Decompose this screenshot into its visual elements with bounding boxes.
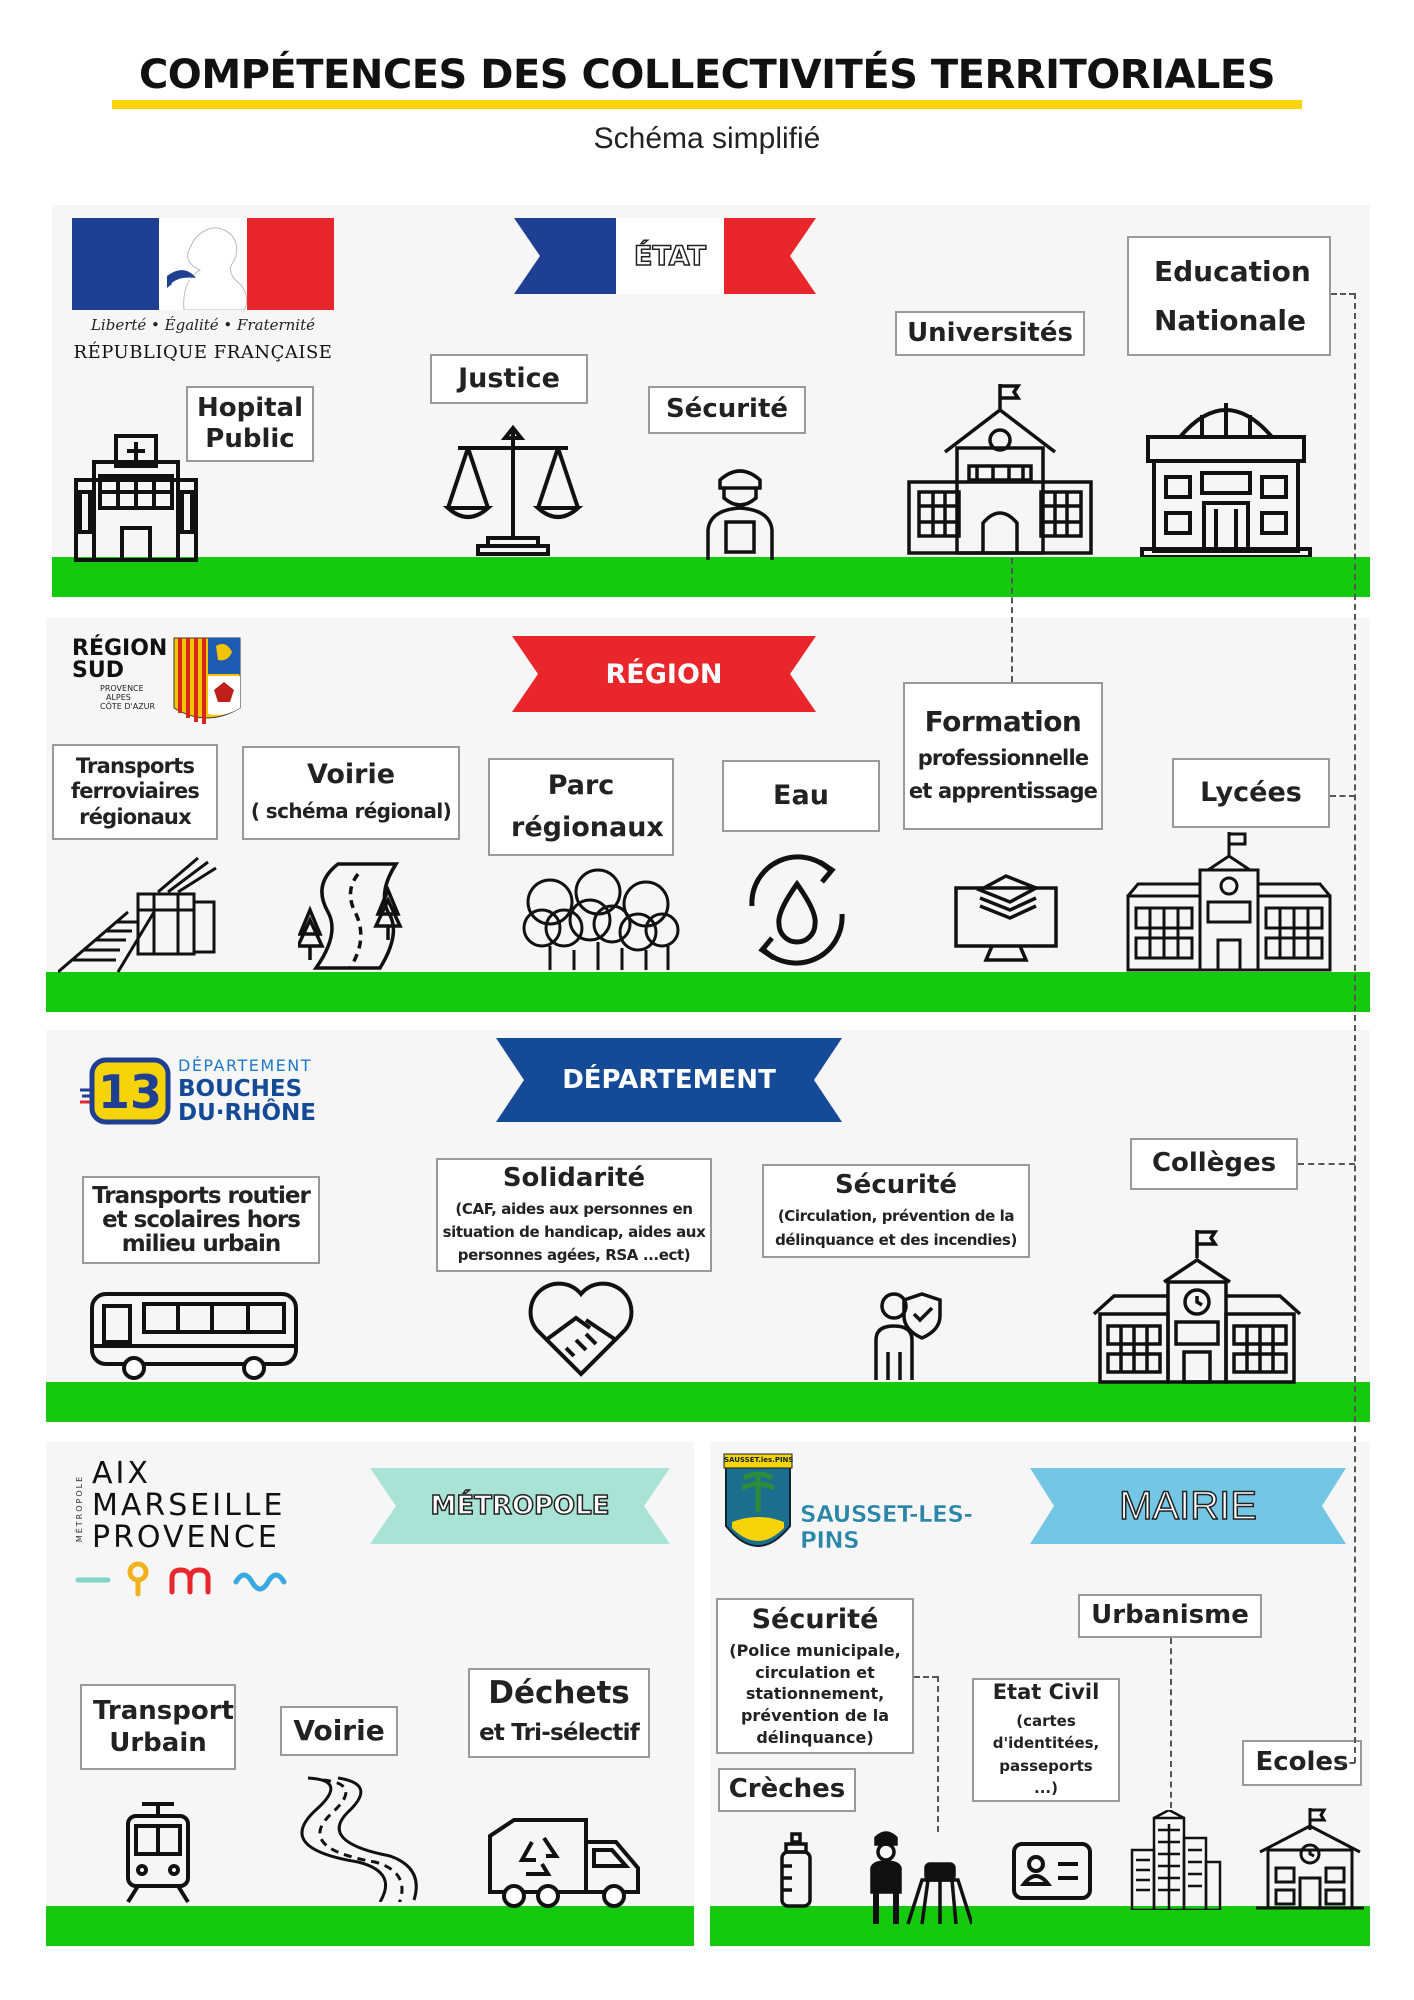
baby-bottle-icon: [778, 1832, 814, 1910]
railway-train-icon: [58, 852, 218, 974]
departement-banner-label: DÉPARTEMENT: [562, 1065, 776, 1095]
connector-urbanisme: [1170, 1638, 1172, 1808]
city-buildings-icon: [1130, 1810, 1222, 1910]
metropole-logo-line3: PROVENCE: [92, 1520, 280, 1555]
metropole-logo-line2: MARSEILLE: [92, 1488, 286, 1523]
box-solidarite: [436, 1158, 712, 1272]
tram-icon: [120, 1800, 196, 1904]
securite-departement-sub: (Circulation, prévention de la délinquance et des incendies): [775, 1207, 1017, 1249]
box-transports-ferroviaires: [52, 744, 218, 840]
connector-education-trunk-top: [1331, 293, 1355, 295]
sausset-logo: [722, 1452, 1022, 1562]
title-underline: [112, 100, 1302, 109]
connector-securite-mairie: [914, 1676, 938, 1678]
box-voirie-metropole: [280, 1706, 398, 1756]
securite-etat-label: Sécurité: [665, 394, 789, 425]
etat-ground: [52, 557, 1370, 597]
departement-13-emblem-icon: [78, 1056, 178, 1126]
marianne-flag-icon: [72, 218, 334, 310]
metropole-logo-vertical: MÉTROPOLE: [75, 1474, 85, 1543]
metropole-banner: [370, 1468, 670, 1544]
justice-scales-icon: [438, 418, 588, 558]
connector-universites-formation: [1011, 558, 1013, 682]
hospital-icon: [70, 432, 202, 562]
connector-lycees: [1330, 795, 1355, 797]
region-logo-line1: RÉGION: [72, 636, 168, 661]
voirie-region-label: Voirie: [306, 759, 396, 791]
region-logo-line4: ALPES: [106, 693, 131, 702]
box-securite-etat: [648, 386, 806, 434]
departement-logo: [78, 1054, 328, 1128]
connector-colleges: [1298, 1163, 1355, 1165]
box-securite-departement: [762, 1164, 1030, 1258]
voirie-region-sub: ( schéma régional): [250, 798, 452, 823]
region-banner-label: RÉGION: [605, 658, 723, 690]
hopital-label: Hopital Public: [196, 392, 304, 454]
metropole-banner-label: MÉTROPOLE: [430, 1491, 610, 1521]
connector-education-trunk: [1354, 293, 1356, 1763]
republique-name: RÉPUBLIQUE FRANÇAISE: [73, 342, 333, 363]
forest-trees-icon: [520, 862, 680, 972]
box-lycees: [1172, 758, 1330, 828]
colleges-label: Collèges: [1151, 1148, 1277, 1179]
water-cycle-icon: [732, 854, 862, 966]
securite-mairie-label: Sécurité: [751, 1603, 879, 1635]
dechets-sub: et Tri-sélectif: [479, 1719, 639, 1746]
departement-banner: [496, 1038, 842, 1122]
universites-label: Universités: [907, 317, 1073, 348]
etat-civil-sub: (cartes d'identitées, passeports ...): [992, 1711, 1100, 1798]
page-title: COMPÉTENCES DES COLLECTIVITÉS TERRITORIALES: [138, 52, 1276, 98]
college-building-icon: [1092, 1226, 1302, 1384]
box-creches: [718, 1768, 856, 1812]
police-officer-icon: [700, 462, 780, 562]
high-school-building-icon: [1124, 830, 1334, 972]
winding-road-forest-icon: [298, 860, 410, 970]
transports-routier-label: Transports routier et scolaires hors milieu urbain: [92, 1182, 310, 1258]
parc-regionaux-label: Parc régionaux: [511, 770, 664, 843]
voirie-metropole-label: Voirie: [293, 1714, 385, 1748]
id-card-icon: [1010, 1840, 1094, 1902]
box-dechets: [468, 1668, 650, 1758]
box-securite-mairie: [716, 1598, 914, 1754]
etat-banner: [514, 218, 816, 294]
lycees-label: Lycées: [1200, 776, 1302, 808]
formation-sub: professionnelle et apprentissage: [908, 746, 1098, 803]
box-urbanisme: [1078, 1594, 1262, 1638]
box-formation-professionnelle: [903, 682, 1103, 830]
eau-label: Eau: [773, 779, 829, 811]
school-building-icon: [1140, 385, 1312, 557]
school-icon: [1254, 1806, 1366, 1910]
urbanisme-label: Urbanisme: [1091, 1600, 1249, 1631]
connector-ecoles: [1340, 1762, 1355, 1764]
computer-books-icon: [952, 860, 1060, 962]
formation-label: Formation: [924, 704, 1082, 738]
metropole-logo-symbols-icon: [74, 1560, 314, 1598]
republique-motto: Liberté • Égalité • Fraternité: [90, 316, 316, 334]
departement-ground: [46, 1382, 1370, 1422]
creches-label: Crèches: [728, 1774, 846, 1805]
mairie-ground: [710, 1906, 1370, 1946]
police-crossing-icon: [864, 1828, 972, 1926]
education-label: Education Nationale: [1154, 255, 1311, 337]
connector-securite-police: [937, 1676, 939, 1832]
box-parc-regionaux: [488, 758, 674, 856]
box-transport-urbain: [80, 1684, 236, 1770]
region-sud-logo: [72, 636, 252, 726]
box-education-nationale: [1127, 236, 1331, 356]
region-logo-line5: CÔTE D'AZUR: [100, 702, 156, 711]
transports-ferroviaires-label: Transports ferroviaires régionaux: [70, 754, 200, 829]
person-shield-icon: [872, 1286, 944, 1382]
solidarite-sub: (CAF, aides aux personnes en situation de handicap, aides aux personnes agées, RSA ...ect): [442, 1199, 706, 1265]
mairie-banner-label: MAIRIE: [1119, 1483, 1257, 1528]
metropole-logo-line1: AIX: [92, 1456, 151, 1491]
region-logo-line3: PROVENCE: [100, 684, 144, 693]
metropole-ground: [46, 1906, 694, 1946]
university-building-icon: [905, 382, 1095, 557]
solidarite-label: Solidarité: [502, 1162, 646, 1193]
recycling-truck-icon: [486, 1816, 644, 1908]
republique-francaise-logo: [72, 218, 334, 370]
box-etat-civil: [972, 1678, 1120, 1802]
sausset-logo-badge: SAUSSET.les.PINS: [724, 1456, 794, 1464]
region-banner: [512, 636, 816, 712]
box-universites: [895, 311, 1085, 356]
etat-banner-label: ÉTAT: [634, 240, 706, 272]
box-voirie-region: [242, 746, 460, 840]
region-logo-line2: SUD: [72, 658, 124, 683]
box-eau: [722, 760, 880, 832]
dechets-label: Déchets: [488, 1674, 630, 1711]
box-hopital-public: [186, 386, 314, 462]
box-justice: [430, 354, 588, 404]
mairie-banner: [1030, 1468, 1346, 1544]
svg-text:13: 13: [97, 1065, 163, 1119]
etat-civil-label: Etat Civil: [992, 1680, 1100, 1705]
bus-icon: [88, 1290, 300, 1382]
region-coat-of-arms-icon: [172, 636, 242, 724]
sausset-coat-of-arms-icon: [722, 1452, 794, 1560]
region-ground: [46, 972, 1370, 1012]
justice-label: Justice: [458, 362, 560, 394]
departement-logo-line1: DÉPARTEMENT: [178, 1056, 312, 1075]
sausset-logo-name: SAUSSET-LES-PINS: [800, 1502, 973, 1554]
metropole-logo: [74, 1456, 314, 1598]
box-colleges: [1130, 1138, 1298, 1190]
ecoles-label: Ecoles: [1255, 1747, 1349, 1778]
handshake-heart-icon: [526, 1278, 636, 1380]
securite-mairie-sub: (Police municipale, circulation et stationnement, prévention de la délinquance): [729, 1641, 901, 1747]
winding-road-icon: [268, 1776, 418, 1902]
transport-urbain-label: Transport Urbain: [93, 1695, 234, 1758]
securite-departement-label: Sécurité: [834, 1170, 958, 1201]
departement-logo-line3: DU·RHÔNE: [178, 1100, 316, 1126]
box-transports-routier: [82, 1176, 320, 1264]
page-subtitle: Schéma simplifié: [593, 122, 821, 155]
departement-logo-line2: BOUCHES: [178, 1076, 303, 1102]
